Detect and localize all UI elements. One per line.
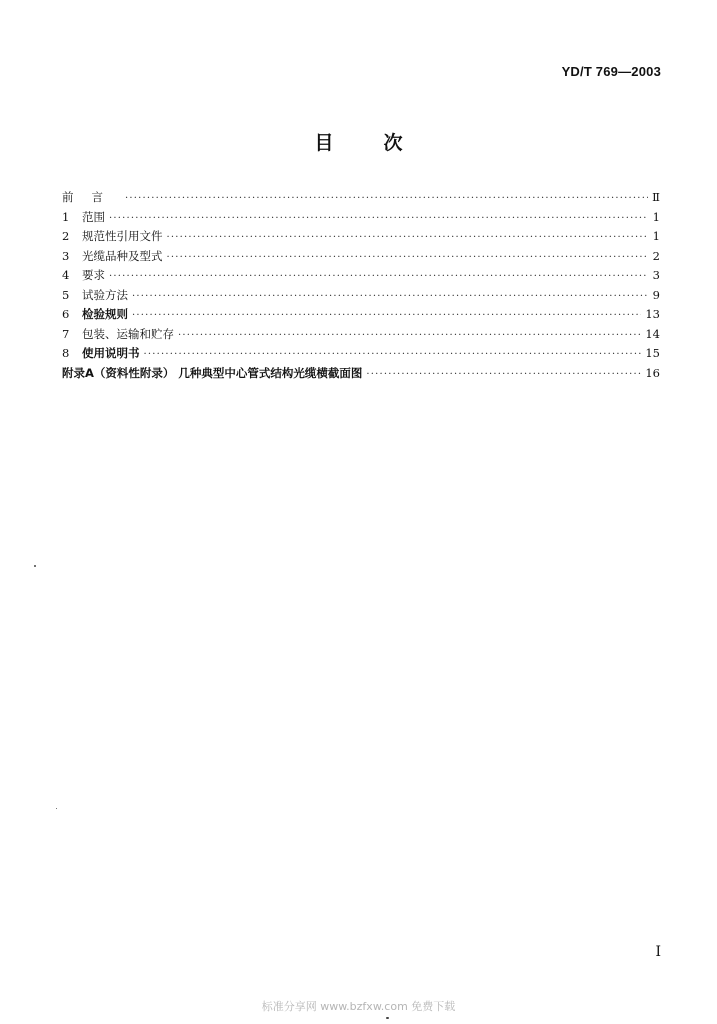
toc-entry-normative-references[interactable] bbox=[62, 227, 660, 247]
toc-entry-page: 2 bbox=[652, 248, 660, 263]
toc-leader-dots bbox=[366, 365, 641, 385]
toc-entry-number: 6 bbox=[62, 307, 70, 321]
toc-entry-page: 1 bbox=[652, 229, 660, 243]
toc-entry-inspection-rules[interactable] bbox=[62, 305, 660, 325]
toc-leader-dots bbox=[167, 228, 649, 248]
toc-entry-label: 光缆品种及型式 bbox=[82, 248, 163, 263]
toc-entry-page: 15 bbox=[645, 346, 660, 360]
toc-entry-requirements[interactable] bbox=[62, 266, 660, 286]
toc-entry-number: 5 bbox=[62, 287, 70, 302]
toc-leader-dots bbox=[144, 345, 642, 365]
toc-leader-dots bbox=[132, 306, 641, 326]
toc-entry-label: 要求 bbox=[82, 268, 105, 282]
toc-leader-dots bbox=[125, 189, 648, 209]
document-code: YD/T 769—2003 bbox=[561, 64, 661, 79]
toc-entry-number: 1 bbox=[62, 209, 70, 224]
toc-entry-page: 3 bbox=[652, 268, 660, 282]
toc-entry-page: Ⅱ bbox=[652, 190, 660, 204]
toc-entry-annex-a[interactable] bbox=[62, 364, 660, 384]
toc-entry-label: 包装、运输和贮存 bbox=[82, 326, 174, 341]
toc-entry-label: 范围 bbox=[82, 209, 105, 224]
toc-entry-number: 3 bbox=[62, 248, 70, 263]
toc-leader-dots bbox=[109, 267, 648, 287]
toc-entry-label: 规范性引用文件 bbox=[82, 229, 163, 243]
toc-entry-page: 16 bbox=[645, 365, 660, 380]
scan-speck bbox=[386, 1017, 389, 1019]
toc-leader-dots bbox=[109, 209, 648, 229]
toc-entry-label: 前言 bbox=[62, 190, 121, 204]
toc-entry-label: 使用说明书 bbox=[82, 346, 140, 360]
toc-entry-number: 8 bbox=[62, 346, 70, 360]
toc-entry-cable-types[interactable] bbox=[62, 247, 660, 267]
toc-entry-label: 附录A（资料性附录） 几种典型中心管式结构光缆横截面图 bbox=[62, 365, 363, 380]
toc-entry-test-methods[interactable] bbox=[62, 286, 660, 306]
toc-leader-dots bbox=[178, 326, 641, 346]
toc-entry-page: 1 bbox=[652, 209, 660, 224]
toc-entry-page: 9 bbox=[652, 287, 660, 302]
toc-entry-instructions[interactable] bbox=[62, 344, 660, 364]
toc-entry-label: 试验方法 bbox=[82, 287, 128, 302]
toc-leader-dots bbox=[132, 287, 648, 307]
scan-speck bbox=[34, 565, 36, 567]
toc-entry-number: 7 bbox=[62, 326, 70, 341]
toc-entry-page: 14 bbox=[645, 326, 660, 341]
toc-entry-packaging[interactable] bbox=[62, 325, 660, 345]
toc-entry-number: 4 bbox=[62, 268, 70, 282]
toc-entry-label: 检验规则 bbox=[82, 307, 128, 321]
scan-speck bbox=[56, 808, 57, 809]
toc-leader-dots bbox=[167, 248, 649, 268]
toc-entry-number: 2 bbox=[62, 229, 70, 243]
toc-title: 目次 bbox=[314, 132, 453, 154]
table-of-contents bbox=[62, 188, 660, 383]
toc-entry-foreword[interactable] bbox=[62, 188, 660, 208]
toc-entry-page: 13 bbox=[645, 307, 660, 321]
watermark-text: 标准分享网 www.bzfxw.com 免费下载 bbox=[261, 1000, 456, 1013]
toc-entry-scope[interactable] bbox=[62, 208, 660, 228]
page-number: I bbox=[655, 944, 661, 960]
